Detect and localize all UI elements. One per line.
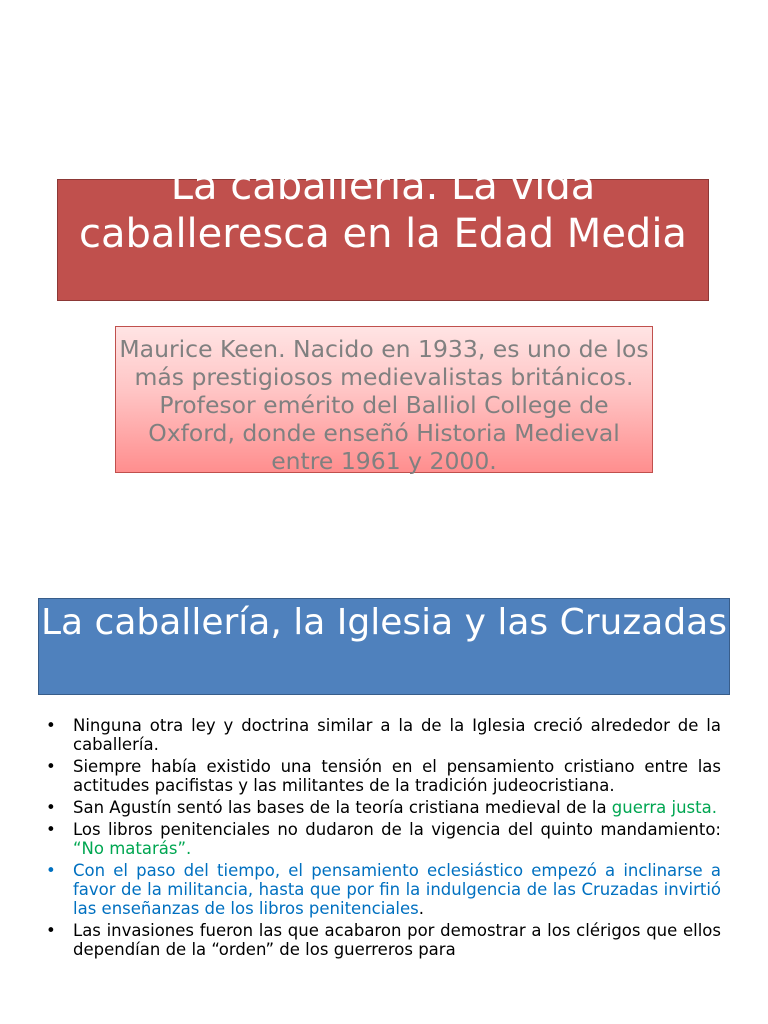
bullet-item (46, 861, 721, 918)
bullet-list (46, 716, 721, 962)
bullet-text: Las invasiones fueron las que acabaron por demostrar a los clérigos que ellos dependían de la “orden” de los guerreros para (73, 921, 721, 959)
bullet-highlight: guerra justa. (611, 798, 717, 817)
bullet-item (46, 798, 721, 817)
slide2-title: La caballería, la Iglesia y las Cruzadas (40, 602, 727, 643)
bullet-dot-icon: • (46, 716, 56, 735)
bullet-dot-icon: • (46, 798, 56, 817)
bullet-text: Ninguna otra ley y doctrina similar a la de la Iglesia creció alrededor de la caballería. (73, 716, 721, 754)
bullet-text: Siempre había existido una tensión en el pensamiento cristiano entre las actitudes pacifistas y las militantes de la tradición judeocristiana. (73, 757, 721, 795)
bullet-item (46, 716, 721, 754)
bullet-dot-icon: • (46, 757, 56, 776)
bullet-end: . (418, 899, 425, 918)
slide1-title: La caballería. La vida caballeresca en la Edad Media (79, 163, 687, 257)
bullet-highlight: “No matarás”. (73, 839, 192, 858)
bullet-text: Los libros penitenciales no dudaron de la vigencia del quinto mandamiento: (73, 820, 721, 839)
bullet-text: San Agustín sentó las bases de la teoría cristiana medieval de la (73, 798, 612, 817)
bullet-item (46, 921, 721, 959)
bullet-item (46, 820, 721, 858)
bullet-item (46, 757, 721, 795)
slide1-title-clip (57, 160, 709, 301)
bullet-text: Con el paso del tiempo, el pensamiento eclesiástico empezó a inclinarse a favor de la militancia, hasta que por fin la indulgencia de las Cruzadas invirtió las enseñanzas de los libros penitenciales (73, 861, 721, 918)
bullet-dot-icon: • (46, 861, 56, 880)
bullet-dot-icon: • (46, 921, 56, 940)
slide2-title-box (38, 598, 730, 695)
subtitle-text: Maurice Keen. Nacido en 1933, es uno de los más prestigiosos medievalistas británicos. Profesor emérito del Balliol College de Oxford, donde enseñó Historia Medieval entre 1961 y 2000. (119, 335, 649, 475)
bullet-dot-icon: • (46, 820, 56, 839)
